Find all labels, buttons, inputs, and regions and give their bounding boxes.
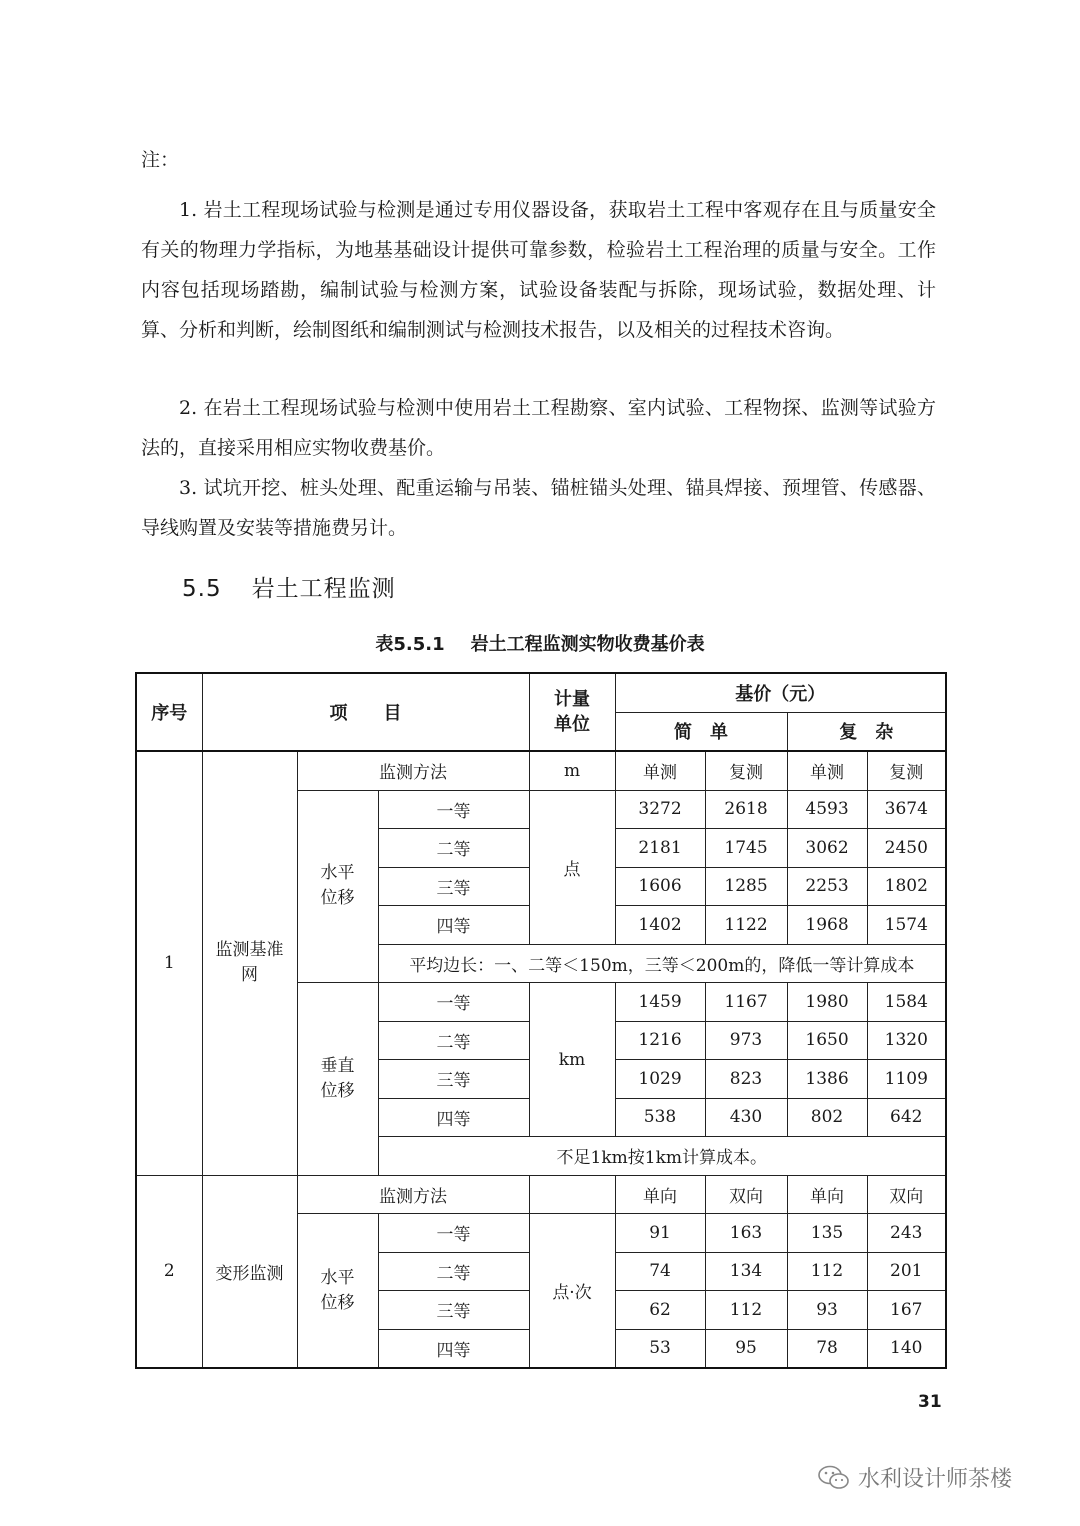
grade-cell: 二等: [378, 1252, 529, 1291]
group2-seq: 2: [136, 1175, 202, 1368]
group1-name-line2: 网: [241, 965, 258, 986]
value-cell: 93: [787, 1291, 867, 1330]
value-cell: 1216: [615, 1021, 705, 1060]
table-title: 岩土工程监测实物收费基价表: [470, 634, 705, 655]
value-cell: 3272: [615, 790, 705, 829]
method-col: 双向: [867, 1175, 946, 1214]
header-unit-line2: 单位: [554, 714, 591, 735]
value-cell: 201: [867, 1252, 946, 1291]
value-cell: 1167: [705, 983, 787, 1022]
value-cell: 2618: [705, 790, 787, 829]
group1-horizontal-label: [297, 790, 378, 983]
value-cell: 112: [787, 1252, 867, 1291]
group1-vertical-unit: km: [529, 983, 615, 1137]
value-cell: 823: [705, 1060, 787, 1099]
group1-vertical-label-line1: 垂直: [320, 1055, 355, 1076]
group1-vertical-label-line2: 位移: [320, 1080, 355, 1101]
value-cell: 973: [705, 1021, 787, 1060]
group2-horizontal-label: [297, 1214, 378, 1369]
method-col: 单测: [615, 751, 705, 790]
value-cell: 135: [787, 1214, 867, 1253]
grade-cell: 三等: [378, 1291, 529, 1330]
value-cell: 1029: [615, 1060, 705, 1099]
value-cell: 802: [787, 1098, 867, 1137]
value-cell: 1584: [867, 983, 946, 1022]
group1-horizontal-unit: 点: [529, 790, 615, 944]
value-cell: 112: [705, 1291, 787, 1330]
method-col: 单测: [787, 751, 867, 790]
grade-cell: 二等: [378, 1021, 529, 1060]
grade-cell: 二等: [378, 829, 529, 868]
header-item: 项 目: [202, 673, 529, 751]
value-cell: 95: [705, 1329, 787, 1368]
note-item-3: 3. 试坑开挖、桩头处理、配重运输与吊装、锚桩锚头处理、锚具焊接、预埋管、传感器、导线购置及安装等措施费另计。: [141, 477, 936, 539]
grade-cell: 一等: [378, 1214, 529, 1253]
section-title: 岩土工程监测: [251, 576, 396, 602]
note-item-2: 2. 在岩土工程现场试验与检测中使用岩土工程勘察、室内试验、工程物探、监测等试验方法的，直接采用相应实物收费基价。: [141, 397, 936, 459]
grade-cell: 三等: [378, 1060, 529, 1099]
value-cell: 78: [787, 1329, 867, 1368]
header-simple: 简 单: [615, 712, 787, 751]
value-cell: 1109: [867, 1060, 946, 1099]
group2-method-label: 监测方法: [297, 1175, 529, 1214]
header-base-price: 基价（元）: [615, 673, 946, 712]
value-cell: 167: [867, 1291, 946, 1330]
watermark-text: 水利设计师茶楼: [858, 1467, 1013, 1492]
group2-name: 变形监测: [202, 1175, 297, 1368]
value-cell: 1980: [787, 983, 867, 1022]
value-cell: 1402: [615, 906, 705, 945]
grade-cell: 三等: [378, 867, 529, 906]
header-unit-line1: 计量: [554, 689, 591, 710]
value-cell: 3062: [787, 829, 867, 868]
group1-horizontal-label-line2: 位移: [320, 888, 355, 909]
value-cell: 1574: [867, 906, 946, 945]
header-unit: [529, 673, 615, 751]
group1-vertical-note: 不足1km按1km计算成本。: [378, 1137, 946, 1176]
method-col: 复测: [867, 751, 946, 790]
value-cell: 1650: [787, 1021, 867, 1060]
value-cell: 2253: [787, 867, 867, 906]
value-cell: 1386: [787, 1060, 867, 1099]
group1-horizontal-note: 平均边长：一、二等＜150m，三等＜200m的，降低一等计算成本: [378, 944, 946, 983]
value-cell: 1122: [705, 906, 787, 945]
group1-method-label: 监测方法: [297, 751, 529, 790]
table-row: [136, 751, 946, 790]
value-cell: 1606: [615, 867, 705, 906]
section-number: 5.5: [182, 576, 222, 602]
value-cell: 74: [615, 1252, 705, 1291]
group2-horizontal-label-line1: 水平: [320, 1267, 355, 1288]
method-col: 复测: [705, 751, 787, 790]
grade-cell: 一等: [378, 790, 529, 829]
page-number: 31: [918, 1392, 942, 1412]
wechat-icon: [818, 1465, 850, 1491]
note-item-1: 1. 岩土工程现场试验与检测是通过专用仪器设备，获取岩土工程中客观存在且与质量安全有关的物理力学指标，为地基基础设计提供可靠参数，检验岩土工程治理的质量与安全。工作内容包括现场踏勘，编制试验与检测方案，试验设备装配与拆除，现场试验，数据处理、计算、分析和判断，绘制图纸和编制测试与检测技术报告，以及相关的过程技术咨询。: [141, 199, 936, 341]
value-cell: 1320: [867, 1021, 946, 1060]
value-cell: 53: [615, 1329, 705, 1368]
value-cell: 140: [867, 1329, 946, 1368]
table-row: [136, 1175, 946, 1214]
group1-seq: 1: [136, 751, 202, 1175]
grade-cell: 四等: [378, 906, 529, 945]
group2-horizontal-unit: 点·次: [529, 1214, 615, 1369]
notes-heading: 注：: [141, 149, 180, 171]
value-cell: 430: [705, 1098, 787, 1137]
table-number: 表5.5.1: [375, 634, 445, 655]
method-col: 单向: [787, 1175, 867, 1214]
group1-method-unit: m: [529, 751, 615, 790]
grade-cell: 四等: [378, 1098, 529, 1137]
price-table: [135, 672, 947, 1369]
value-cell: 62: [615, 1291, 705, 1330]
value-cell: 1968: [787, 906, 867, 945]
value-cell: 1745: [705, 829, 787, 868]
value-cell: 642: [867, 1098, 946, 1137]
group2-horizontal-label-line2: 位移: [320, 1292, 355, 1313]
value-cell: 134: [705, 1252, 787, 1291]
value-cell: 1285: [705, 867, 787, 906]
group1-name: [202, 751, 297, 1175]
watermark: [818, 1462, 1012, 1493]
grade-cell: 四等: [378, 1329, 529, 1368]
header-seq: 序号: [136, 673, 202, 751]
value-cell: 163: [705, 1214, 787, 1253]
group1-horizontal-label-line1: 水平: [320, 863, 355, 884]
group2-method-unit: [529, 1175, 615, 1214]
group1-name-line1: 监测基准: [215, 940, 284, 961]
value-cell: 4593: [787, 790, 867, 829]
value-cell: 243: [867, 1214, 946, 1253]
value-cell: 2181: [615, 829, 705, 868]
value-cell: 3674: [867, 790, 946, 829]
group1-vertical-label: [297, 983, 378, 1176]
section-heading: [182, 570, 396, 603]
method-col: 单向: [615, 1175, 705, 1214]
value-cell: 91: [615, 1214, 705, 1253]
method-col: 双向: [705, 1175, 787, 1214]
grade-cell: 一等: [378, 983, 529, 1022]
value-cell: 1802: [867, 867, 946, 906]
table-caption: [0, 630, 1080, 656]
value-cell: 2450: [867, 829, 946, 868]
value-cell: 538: [615, 1098, 705, 1137]
header-complex: 复 杂: [787, 712, 946, 751]
value-cell: 1459: [615, 983, 705, 1022]
